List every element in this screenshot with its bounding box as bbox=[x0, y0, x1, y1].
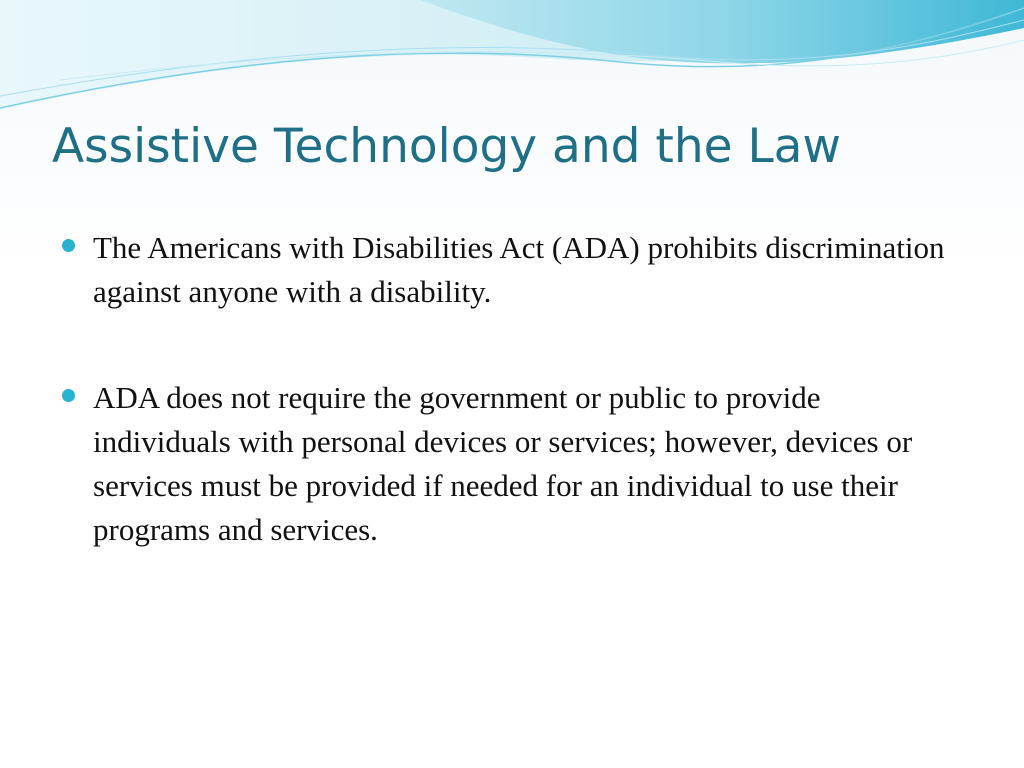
bullet-text: ADA does not require the government or public to provide individuals with personal devices or services; however, devices or services must be provided if needed for an individual to use their programs and services. bbox=[93, 380, 913, 547]
bullet-list bbox=[62, 226, 962, 552]
bullet-dot-icon bbox=[62, 239, 75, 252]
bullet-item bbox=[62, 376, 962, 552]
bullet-dot-icon bbox=[62, 389, 75, 402]
slide-title: Assistive Technology and the Law bbox=[52, 119, 841, 174]
bullet-item bbox=[62, 226, 962, 314]
bullet-text: The Americans with Disabilities Act (ADA) prohibits discrimination against anyone with a disability. bbox=[93, 230, 945, 309]
